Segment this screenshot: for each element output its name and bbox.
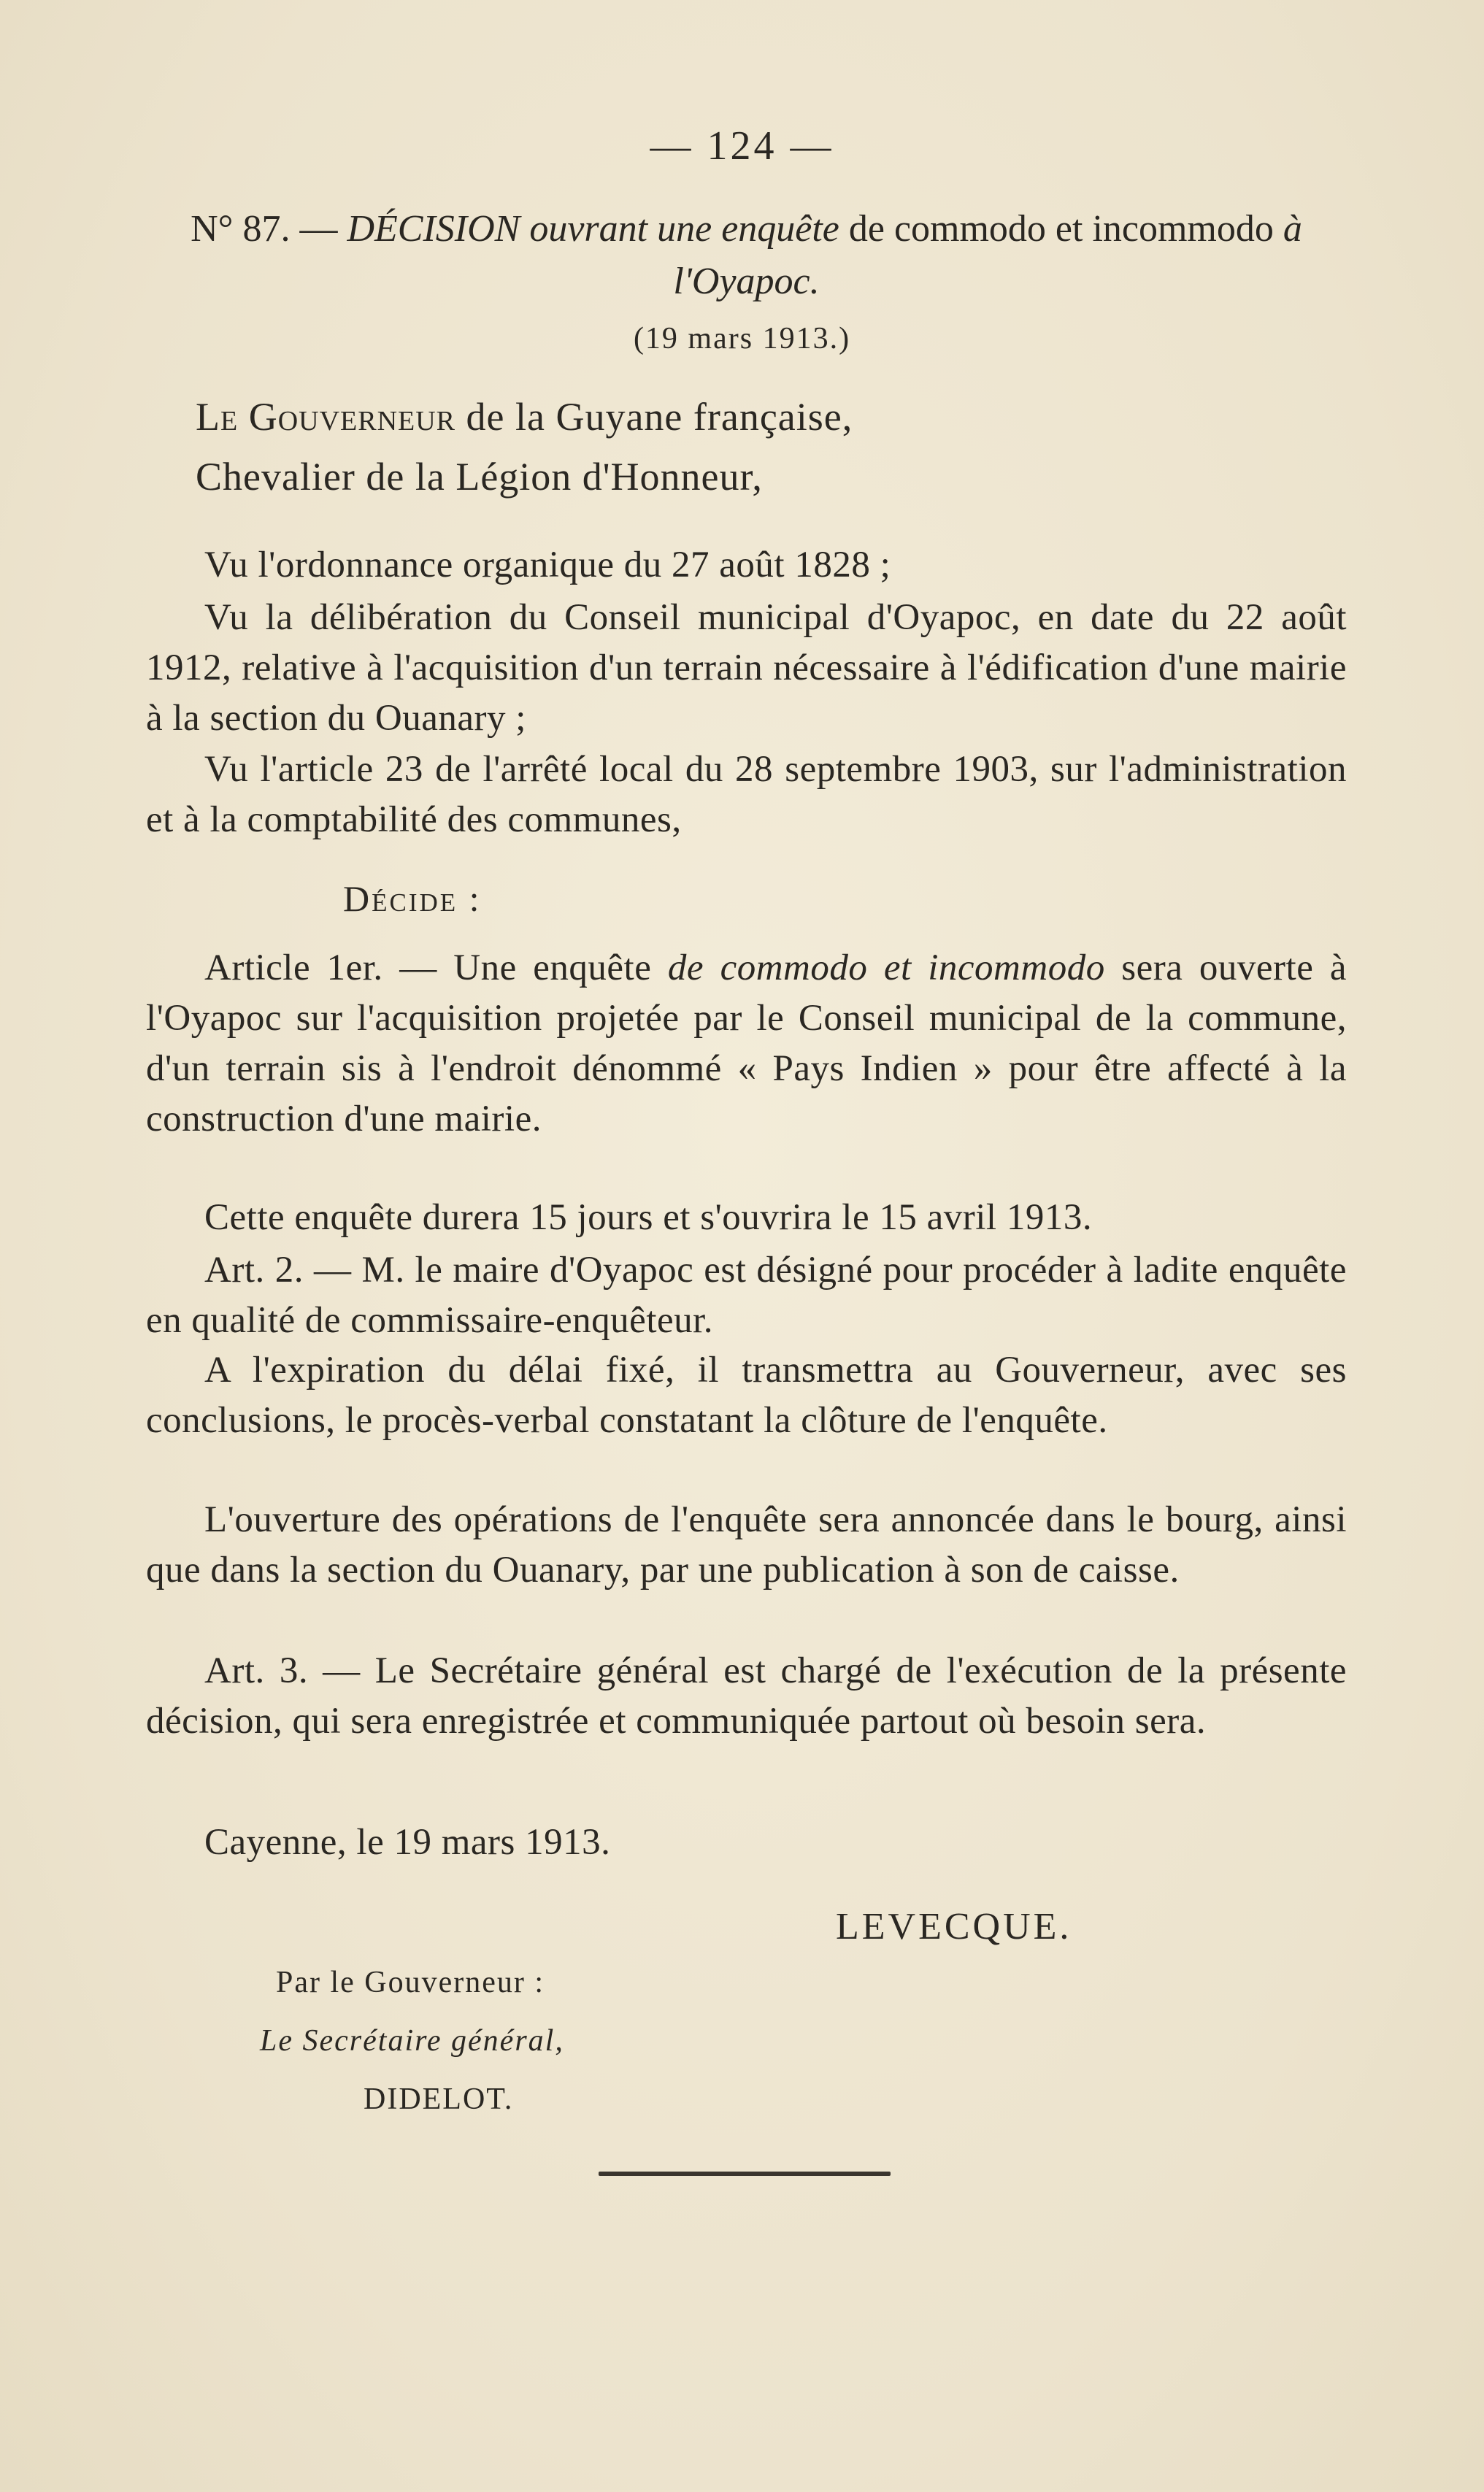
governor-honor-line: Chevalier de la Légion d'Honneur,	[196, 455, 763, 499]
decide-heading: Décide :	[343, 878, 482, 919]
governor-signature: LEVECQUE.	[836, 1906, 1072, 1947]
article-1-italic: de commodo et incommodo	[667, 947, 1105, 988]
decision-date: (19 mars 1913.)	[633, 322, 851, 355]
considerant-1: Vu l'ordonnance organique du 27 août 1828 ;	[204, 545, 891, 585]
page-number: — 124 —	[650, 123, 834, 169]
article-1-duration: Cette enquête durera 15 jours et s'ouvrira le 15 avril 1913.	[204, 1197, 1093, 1238]
article-2: Art. 2. — M. le maire d'Oyapoc est désigné pour procéder à ladite enquête en qualité de commissaire-enquêteur.	[146, 1250, 1347, 1341]
decision-number: N° 87.	[191, 208, 291, 250]
governor-title: Le Gouverneur	[196, 395, 456, 439]
title-plain-part: de commodo et incommodo	[848, 208, 1274, 250]
article-1-rest: sera ouverte à l'Oyapoc sur l'acquisition projetée par le Conseil municipal de la commune, d'un terrain sis à l'endroit dénommé « Pays Indien » pour être affecté à la construction d'une mairie.	[146, 947, 1347, 1139]
article-2-publication: L'ouverture des opérations de l'enquête sera annoncée dans le bourg, ainsi que dans la section du Ouanary, par une publication à son de caisse.	[146, 1499, 1347, 1591]
countersign-name: DIDELOT.	[364, 2083, 514, 2116]
article-1-lead: Article 1er. — Une enquête	[204, 947, 652, 988]
article-1	[146, 943, 1347, 1145]
article-3: Art. 3. — Le Secrétaire général est chargé de l'exécution de la présente décision, qui sera enregistrée et communiquée partout où besoin sera.	[146, 1650, 1347, 1742]
title-dash: —	[299, 208, 338, 250]
article-2-transmission: A l'expiration du délai fixé, il transmettra au Gouverneur, avec ses conclusions, le procès-verbal constatant la clôture de l'enquête.	[146, 1350, 1347, 1441]
place-date: Cayenne, le 19 mars 1913.	[204, 1822, 611, 1863]
closing-rule	[599, 2172, 891, 2176]
countersign-role: Le Secrétaire général,	[260, 2024, 564, 2058]
governor-territory: de la Guyane française,	[466, 395, 853, 439]
title-decision-word: DÉCISION	[347, 208, 520, 250]
decision-title	[146, 203, 1347, 308]
governor-line	[196, 394, 853, 439]
countersign-by: Par le Gouverneur :	[276, 1966, 545, 1999]
considerant-2: Vu la délibération du Conseil municipal d'Oyapoc, en date du 22 août 1912, relative à l'acquisition d'un terrain nécessaire à l'édification d'une mairie à la section du Ouanary ;	[146, 597, 1347, 739]
title-place: à l'Oyapoc.	[673, 208, 1302, 302]
title-italic-part: ouvrant une enquête	[529, 208, 839, 250]
considerant-3: Vu l'article 23 de l'arrêté local du 28 septembre 1903, sur l'administration et à la comptabilité des communes,	[146, 749, 1347, 840]
